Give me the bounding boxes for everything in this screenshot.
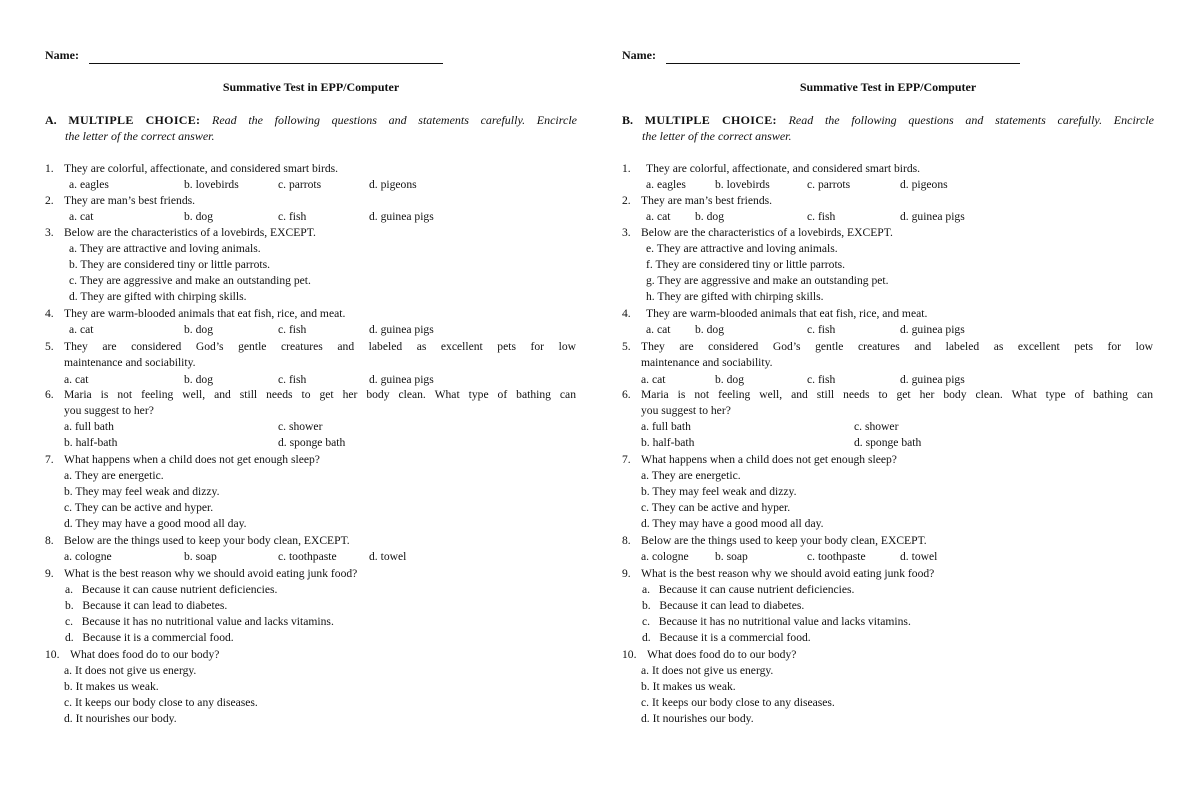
question-text: They are man’s best friends. bbox=[641, 194, 773, 207]
question-number: 3. bbox=[45, 226, 54, 239]
option[interactable]: c. shower bbox=[854, 420, 899, 433]
option[interactable]: d. towel bbox=[369, 550, 407, 563]
option[interactable]: a. Because it can cause nutrient deficiencies. bbox=[65, 583, 278, 596]
option[interactable]: b. Because it can lead to diabetes. bbox=[65, 599, 228, 612]
question-text: What does food do to our body? bbox=[70, 648, 220, 661]
option[interactable]: c. fish bbox=[807, 210, 836, 223]
question-number: 7. bbox=[45, 453, 54, 466]
question-text: Below are the things used to keep your body clean, EXCEPT. bbox=[64, 534, 350, 547]
question-number: 9. bbox=[622, 567, 631, 580]
option[interactable]: a. eagles bbox=[69, 178, 109, 191]
question-text: Below are the characteristics of a lovebirds, EXCEPT. bbox=[641, 226, 893, 239]
option[interactable]: d. guinea pigs bbox=[369, 323, 434, 336]
instructions-line2: the letter of the correct answer. bbox=[642, 128, 792, 143]
question-text-cont: maintenance and sociability. bbox=[641, 356, 773, 369]
option[interactable]: b. It makes us weak. bbox=[641, 680, 736, 693]
section-letter: A. bbox=[45, 113, 57, 127]
option[interactable]: c. parrots bbox=[278, 178, 322, 191]
name-label: Name: bbox=[45, 48, 79, 62]
option[interactable]: c. shower bbox=[278, 420, 323, 433]
option[interactable]: a. cat bbox=[69, 210, 94, 223]
question-number: 8. bbox=[45, 534, 54, 547]
option[interactable]: f. They are considered tiny or little parrots. bbox=[646, 258, 846, 271]
page-title: Summative Test in EPP/Computer bbox=[222, 80, 400, 94]
question-number: 8. bbox=[622, 534, 631, 547]
option[interactable]: c. fish bbox=[278, 373, 307, 386]
option[interactable]: b. dog bbox=[184, 210, 213, 223]
question-text: Maria is not feeling well, and still needs to get her body clean. What type of bathing can bbox=[64, 388, 576, 401]
option[interactable]: c. toothpaste bbox=[807, 550, 866, 563]
question-number: 6. bbox=[622, 388, 631, 401]
option[interactable]: d. Because it is a commercial food. bbox=[642, 631, 811, 644]
option[interactable]: b. dog bbox=[184, 373, 213, 386]
option[interactable]: b. dog bbox=[695, 210, 724, 223]
option[interactable]: b. soap bbox=[715, 550, 748, 563]
section-title: MULTIPLE CHOICE: bbox=[68, 113, 201, 127]
option[interactable]: b. They may feel weak and dizzy. bbox=[641, 485, 797, 498]
instructions bbox=[45, 113, 577, 144]
option[interactable]: c. fish bbox=[807, 323, 836, 336]
question-number: 2. bbox=[622, 194, 631, 207]
option[interactable]: a. They are attractive and loving animals. bbox=[69, 242, 261, 255]
option[interactable]: d. Because it is a commercial food. bbox=[65, 631, 234, 644]
section-title: MULTIPLE CHOICE: bbox=[644, 113, 777, 127]
name-line bbox=[89, 63, 443, 64]
option[interactable]: c. They can be active and hyper. bbox=[64, 501, 214, 514]
option[interactable]: a. cat bbox=[646, 323, 671, 336]
option[interactable]: d. guinea pigs bbox=[900, 210, 965, 223]
instructions-line1: Read the following questions and statements carefully. Encircle bbox=[788, 113, 1154, 127]
question-number: 1. bbox=[45, 162, 54, 175]
question-text: Below are the things used to keep your body clean, EXCEPT. bbox=[641, 534, 927, 547]
question-number: 5. bbox=[45, 340, 54, 353]
question-text: They are considered God’s gentle creatures and labeled as excellent pets for low bbox=[641, 340, 1153, 353]
option[interactable]: d. guinea pigs bbox=[900, 373, 965, 386]
option[interactable]: b. soap bbox=[184, 550, 217, 563]
option[interactable]: d. pigeons bbox=[900, 178, 948, 191]
option[interactable]: g. They are aggressive and make an outstanding pet. bbox=[646, 274, 889, 287]
option[interactable]: d. They may have a good mood all day. bbox=[64, 517, 247, 530]
option[interactable]: a. cat bbox=[64, 373, 89, 386]
option[interactable]: a. cologne bbox=[641, 550, 689, 563]
option[interactable]: b. half-bath bbox=[64, 436, 118, 449]
question-number: 7. bbox=[622, 453, 631, 466]
option[interactable]: c. parrots bbox=[807, 178, 851, 191]
question-text: They are warm-blooded animals that eat fish, rice, and meat. bbox=[646, 307, 928, 320]
option[interactable]: c. toothpaste bbox=[278, 550, 337, 563]
question-text: What happens when a child does not get enough sleep? bbox=[64, 453, 320, 466]
question-number: 9. bbox=[45, 567, 54, 580]
option[interactable]: b. It makes us weak. bbox=[64, 680, 159, 693]
option[interactable]: a. Because it can cause nutrient deficiencies. bbox=[642, 583, 855, 596]
option[interactable]: a. full bath bbox=[641, 420, 691, 433]
option[interactable]: d. sponge bath bbox=[278, 436, 346, 449]
question-text: Below are the characteristics of a lovebirds, EXCEPT. bbox=[64, 226, 316, 239]
question-number: 6. bbox=[45, 388, 54, 401]
option[interactable]: d. guinea pigs bbox=[369, 210, 434, 223]
option[interactable]: d. They are gifted with chirping skills. bbox=[69, 290, 247, 303]
question-number: 1. bbox=[622, 162, 631, 175]
question-text: What is the best reason why we should avoid eating junk food? bbox=[64, 567, 358, 580]
question-text-cont: you suggest to her? bbox=[641, 404, 731, 417]
question-text: Maria is not feeling well, and still needs to get her body clean. What type of bathing can bbox=[641, 388, 1153, 401]
option[interactable]: b. half-bath bbox=[641, 436, 695, 449]
option[interactable]: b. dog bbox=[184, 323, 213, 336]
option[interactable]: h. They are gifted with chirping skills. bbox=[646, 290, 824, 303]
option[interactable]: b. They are considered tiny or little parrots. bbox=[69, 258, 271, 271]
option[interactable]: b. dog bbox=[695, 323, 724, 336]
question-text: What does food do to our body? bbox=[647, 648, 797, 661]
instructions-line2: the letter of the correct answer. bbox=[65, 128, 215, 143]
question-text: They are man’s best friends. bbox=[64, 194, 196, 207]
option[interactable]: b. dog bbox=[715, 373, 744, 386]
question-number: 5. bbox=[622, 340, 631, 353]
question-text: What is the best reason why we should avoid eating junk food? bbox=[641, 567, 935, 580]
name-line bbox=[666, 63, 1020, 64]
question-text: They are colorful, affectionate, and considered smart birds. bbox=[64, 162, 339, 175]
option[interactable]: a. cat bbox=[646, 210, 671, 223]
section-letter: B. bbox=[622, 113, 634, 127]
option[interactable]: b. lovebirds bbox=[715, 178, 770, 191]
option[interactable]: a. It does not give us energy. bbox=[641, 664, 774, 677]
option[interactable]: c. They can be active and hyper. bbox=[641, 501, 791, 514]
option[interactable]: c. Because it has no nutritional value and lacks vitamins. bbox=[65, 615, 334, 628]
page-title: Summative Test in EPP/Computer bbox=[799, 80, 977, 94]
option[interactable]: a. cologne bbox=[64, 550, 112, 563]
question-text: They are warm-blooded animals that eat fish, rice, and meat. bbox=[64, 307, 346, 320]
option[interactable]: a. They are energetic. bbox=[641, 469, 741, 482]
option[interactable]: b. Because it can lead to diabetes. bbox=[642, 599, 805, 612]
question-text: They are considered God’s gentle creatures and labeled as excellent pets for low bbox=[64, 340, 576, 353]
option[interactable]: d. guinea pigs bbox=[900, 323, 965, 336]
option[interactable]: c. fish bbox=[278, 323, 307, 336]
question-number: 10. bbox=[45, 648, 60, 661]
option[interactable]: a. eagles bbox=[646, 178, 686, 191]
option[interactable]: a. They are energetic. bbox=[64, 469, 164, 482]
question-text-cont: maintenance and sociability. bbox=[64, 356, 196, 369]
instructions-line1: Read the following questions and statements carefully. Encircle bbox=[212, 113, 577, 127]
option[interactable]: b. lovebirds bbox=[184, 178, 239, 191]
option[interactable]: c. fish bbox=[807, 373, 836, 386]
option[interactable]: a. cat bbox=[69, 323, 94, 336]
option[interactable]: b. They may feel weak and dizzy. bbox=[64, 485, 220, 498]
question-number: 4. bbox=[622, 307, 631, 320]
question-text-cont: you suggest to her? bbox=[64, 404, 154, 417]
option[interactable]: a. full bath bbox=[64, 420, 114, 433]
option[interactable]: d. towel bbox=[900, 550, 938, 563]
option[interactable]: c. It keeps our body close to any diseases. bbox=[641, 696, 835, 709]
option[interactable]: d. guinea pigs bbox=[369, 373, 434, 386]
option[interactable]: d. It nourishes our body. bbox=[641, 712, 754, 725]
option[interactable]: c. Because it has no nutritional value and lacks vitamins. bbox=[642, 615, 911, 628]
question-text: What happens when a child does not get enough sleep? bbox=[641, 453, 897, 466]
option[interactable]: c. fish bbox=[278, 210, 307, 223]
question-number: 10. bbox=[622, 648, 637, 661]
option[interactable]: d. pigeons bbox=[369, 178, 417, 191]
option[interactable]: d. They may have a good mood all day. bbox=[641, 517, 824, 530]
option[interactable]: d. sponge bath bbox=[854, 436, 922, 449]
name-label: Name: bbox=[622, 48, 656, 62]
option[interactable]: c. They are aggressive and make an outstanding pet. bbox=[69, 274, 311, 287]
question-number: 2. bbox=[45, 194, 54, 207]
question-text: They are colorful, affectionate, and considered smart birds. bbox=[646, 162, 921, 175]
instructions bbox=[622, 113, 1154, 144]
option[interactable]: a. cat bbox=[641, 373, 666, 386]
option[interactable]: c. It keeps our body close to any diseases. bbox=[64, 696, 258, 709]
option[interactable]: d. It nourishes our body. bbox=[64, 712, 177, 725]
question-number: 3. bbox=[622, 226, 631, 239]
option[interactable]: a. It does not give us energy. bbox=[64, 664, 197, 677]
option[interactable]: e. They are attractive and loving animals. bbox=[646, 242, 838, 255]
question-number: 4. bbox=[45, 307, 54, 320]
